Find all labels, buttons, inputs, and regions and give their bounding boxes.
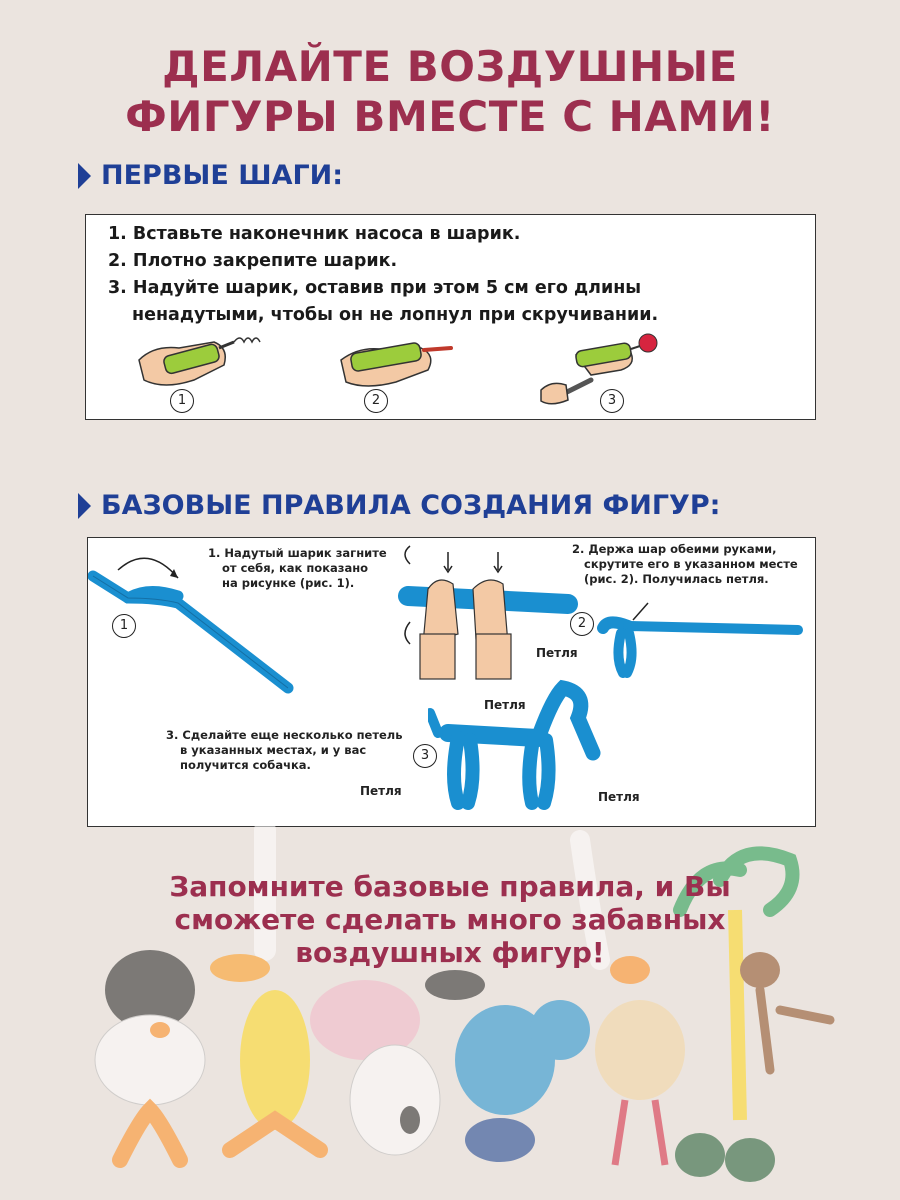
rule-2-line-1: 2. Держа шар обеими руками, bbox=[572, 542, 777, 556]
pump-insert-illustration bbox=[134, 320, 264, 395]
rule-3-line-3: получится собачка. bbox=[180, 758, 311, 772]
footer-line-3: воздушных фигур! bbox=[295, 936, 605, 969]
step-3-continued-text: ненадутыми, чтобы он не лопнул при скручивании. bbox=[132, 305, 659, 325]
loop-label-2: Петля bbox=[484, 698, 526, 712]
footer-line-1: Запомните базовые правила, и Вы bbox=[169, 870, 731, 903]
balloon-loop-illustration bbox=[593, 598, 808, 678]
basic-rules-panel bbox=[87, 537, 816, 827]
loop-label-3: Петля bbox=[360, 784, 402, 798]
rule-1-line-2: от себя, как показано bbox=[222, 561, 369, 575]
hands-twist-illustration bbox=[398, 544, 578, 684]
title-line-2: ФИГУРЫ ВМЕСТЕ С НАМИ! bbox=[125, 92, 775, 141]
figure-number-2: 2 bbox=[364, 389, 388, 413]
rule-3-caption bbox=[166, 728, 403, 773]
step-3-text: 3. Надуйте шарик, оставив при этом 5 см его длины bbox=[108, 278, 642, 298]
chevron-right-icon bbox=[78, 163, 91, 189]
rule-2-caption bbox=[572, 542, 798, 587]
section-heading-basic-rules bbox=[78, 490, 720, 521]
rule-1-line-3: на рисунке (рис. 1). bbox=[222, 576, 355, 590]
rule-3-line-1: 3. Сделайте еще несколько петель bbox=[166, 728, 403, 742]
page-title bbox=[0, 42, 900, 142]
section-heading-first-steps bbox=[78, 160, 343, 191]
rule-2-line-2: скрутите его в указанном месте bbox=[584, 557, 798, 571]
rule-1-line-1: 1. Надутый шарик загните bbox=[208, 546, 387, 560]
first-steps-text bbox=[108, 221, 658, 329]
chevron-right-icon bbox=[78, 493, 91, 519]
figure-number-1: 1 bbox=[170, 389, 194, 413]
section-heading-label: БАЗОВЫЕ ПРАВИЛА СОЗДАНИЯ ФИГУР: bbox=[101, 490, 721, 521]
first-steps-panel bbox=[85, 214, 816, 420]
step-2-text: 2. Плотно закрепите шарик. bbox=[108, 251, 398, 271]
rule-figure-number-1: 1 bbox=[112, 614, 136, 638]
footer-line-2: сможете сделать много забавных bbox=[174, 903, 726, 936]
footer-message bbox=[0, 870, 900, 969]
section-heading-label: ПЕРВЫЕ ШАГИ: bbox=[101, 160, 344, 191]
rule-figure-number-2: 2 bbox=[570, 612, 594, 636]
balloon-secure-illustration bbox=[336, 330, 466, 395]
figure-number-3: 3 bbox=[600, 389, 624, 413]
loop-label-1: Петля bbox=[536, 646, 578, 660]
rule-3-line-2: в указанных местах, и у вас bbox=[180, 743, 367, 757]
step-1-text: 1. Вставьте наконечник насоса в шарик. bbox=[108, 224, 521, 244]
loop-label-4: Петля bbox=[598, 790, 640, 804]
rule-2-line-3: (рис. 2). Получилась петля. bbox=[584, 572, 769, 586]
rule-figure-number-3: 3 bbox=[413, 744, 437, 768]
title-line-1: ДЕЛАЙТЕ ВОЗДУШНЫЕ bbox=[162, 42, 738, 91]
